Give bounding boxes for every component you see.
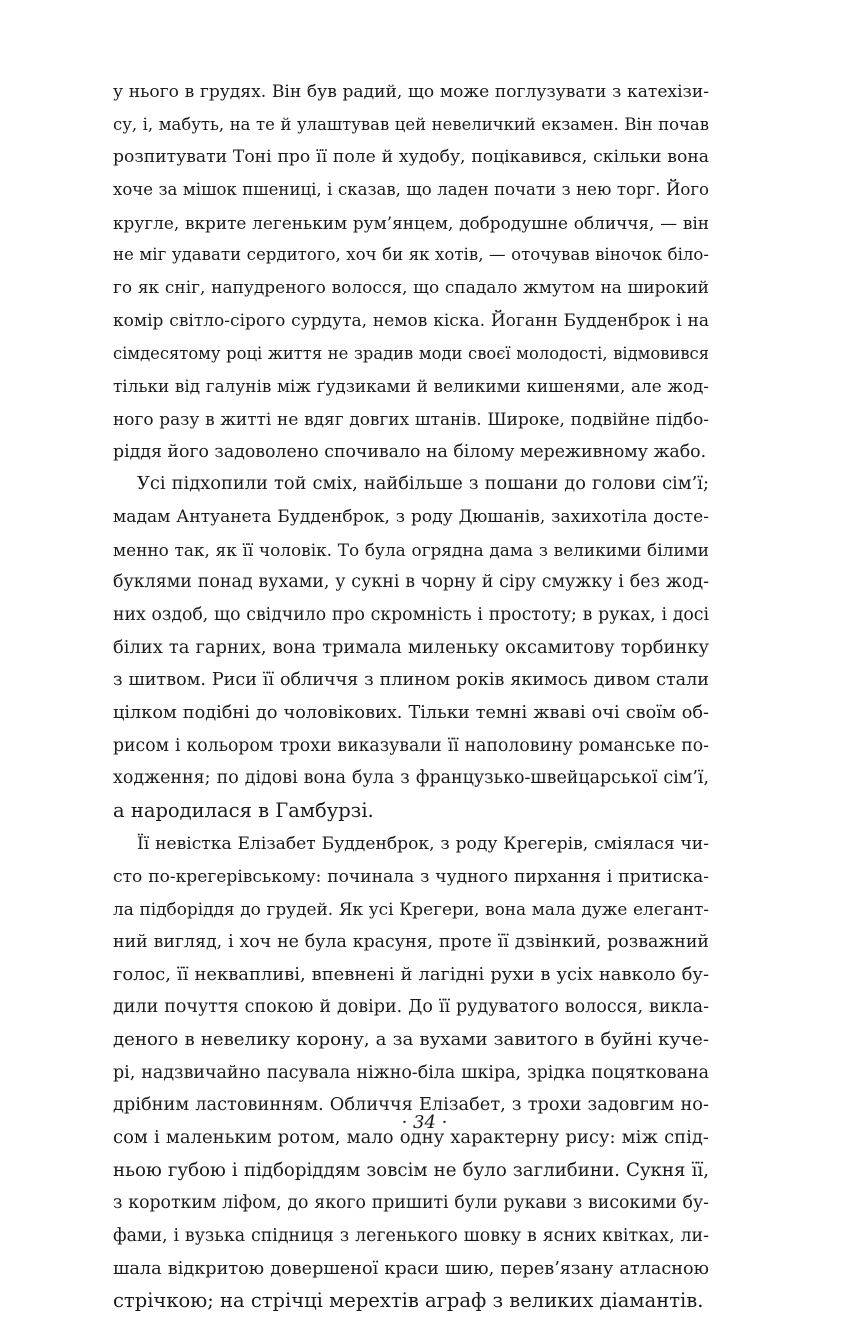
paragraph [113, 76, 709, 468]
text-line: цілком подібні до чоловікових. Тільки темні жваві очі своїм об- [113, 703, 709, 724]
text-line: сто по-крегерівському: починала з чудного пирхання і притиска- [113, 866, 709, 887]
text-line: з коротким ліфом, до якого пришиті були рукави з високими бу- [113, 1193, 709, 1214]
text-line: а народилася в Гамбурзі. [113, 799, 374, 823]
text-line: них оздоб, що свідчило про скромність і простоту; в руках, і досі [113, 605, 709, 625]
text-line: ного разу в житті не вдяг довгих штанів. Широке, подвійне підбо- [113, 408, 709, 429]
text-line: голос, її неквапливі, впевнені й лагідні рухи в усіх навколо бу- [113, 963, 709, 985]
paragraph [113, 468, 709, 828]
text-line: ходження; по дідові вона була з французько-швейцарської сім’ї, [113, 768, 709, 789]
text-line: білих та гарних, вона тримала миленьку оксамитову торбинку [113, 636, 709, 658]
text-line: хоче за мішок пшениці, і сказав, що ладен почати з нею торг. Його [113, 180, 709, 200]
text-line: дили почуття спокою й довіри. До її рудуватого волосся, викла- [113, 997, 709, 1018]
text-line: ріддя його задоволено спочивало на білому мереживному жабо. [113, 441, 707, 462]
text-line: ла підборіддя до грудей. Як усі Крегери, вона мала дуже елегант- [113, 899, 709, 920]
text-line: мадам Антуанета Будденброк, з роду Дюшанів, захихотіла досте- [113, 506, 709, 527]
text-line: сімдесятому році життя не зрадив моди своєї молодості, відмовився [113, 343, 709, 363]
text-line: су, і, мабуть, на те й улаштував цей невеличкий екзамен. Він почав [113, 114, 709, 134]
page-number: · 34 · [401, 1112, 448, 1133]
text-line: го як сніг, напудреного волосся, що спадало жмутом на широкий [113, 278, 709, 299]
text-line: буклями понад вухами, у сукні в чорну й сіру смужку і без жод- [113, 572, 709, 593]
text-line: дрібним ластовинням. Обличчя Елізабет, з трохи задовгим но- [113, 1095, 709, 1116]
text-line: рі, надзвичайно пасувала ніжно-біла шкіра, зрідка поцяткована [113, 1062, 709, 1083]
text-line: розпитувати Тоні про її поле й худобу, поцікавився, скільки вона [113, 147, 709, 168]
text-line: фами, і вузька спідниця з легенького шовку в ясних квітках, ли- [113, 1226, 709, 1247]
text-line: комір світло-сірого сурдута, немов кіска. Йоганн Будденброк і на [113, 310, 709, 331]
text-line: у нього в грудях. Він був радий, що може поглузувати з катехізи- [113, 82, 709, 102]
text-line: шала відкритою довершеної краси шию, перев’язану атласною [113, 1258, 709, 1279]
text-line: сом і маленьким ротом, мало одну характерну рису: між спід- [113, 1127, 709, 1148]
text-line: ньою губою і підборіддям зовсім не було заглибини. Сукня її, [113, 1159, 709, 1181]
text-line: не міг удавати сердитого, хоч би як хотів, — оточував віночок біло- [113, 245, 709, 265]
text-line: менно так, як її чоловік. То була огрядна дама з великими білими [113, 539, 709, 560]
text-line: кругле, вкрите легеньким рум’янцем, добродушне обличчя, — він [113, 212, 709, 233]
text-line: стрічкою; на стрічці мерехтів аграф з великих діамантів. [113, 1289, 704, 1313]
text-line: Її невістка Елізабет Будденброк, з роду Крегерів, сміялася чи- [137, 833, 709, 854]
text-line: тільки від галунів між ґудзиками й великими кишенями, але жод- [113, 376, 709, 397]
text-line: ний вигляд, і хоч не була красуня, проте її дзвінкий, розважний [113, 931, 709, 952]
paragraph [113, 828, 709, 1318]
text-line: Усі підхопили той сміх, найбільше з пошани до голови сім’ї; [137, 473, 709, 495]
text-line: рисом і кольором трохи виказували її наполовину романське по- [113, 735, 709, 756]
text-line: деного в невелику корону, а за вухами завитого в буйні куче- [113, 1028, 709, 1050]
text-line: з шитвом. Риси її обличчя з плином років якимось дивом стали [113, 670, 709, 691]
